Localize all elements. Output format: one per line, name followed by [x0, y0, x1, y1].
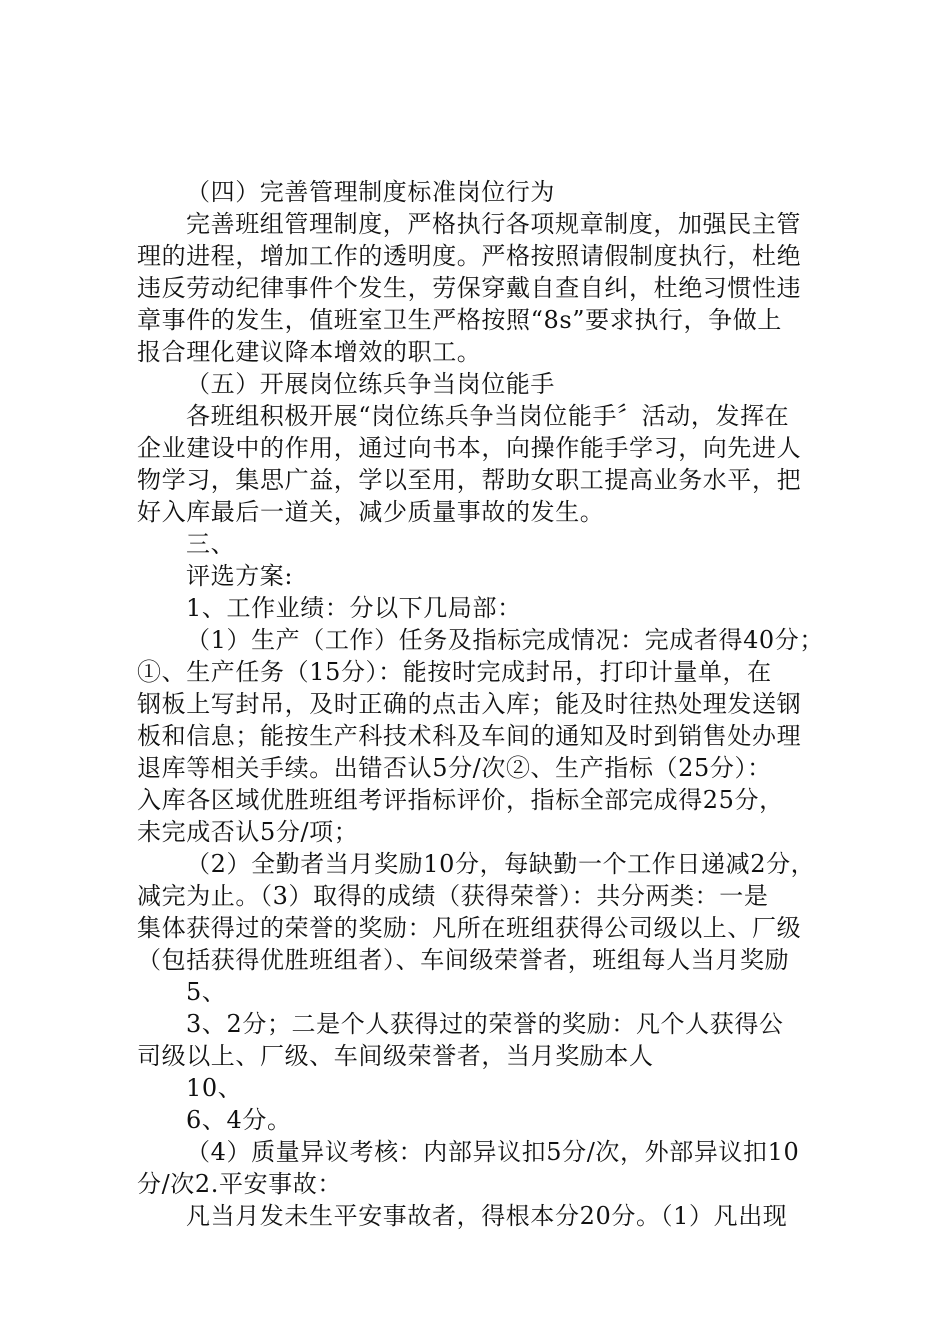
section-heading-4: （四）完善管理制度标准岗位行为 [186, 178, 555, 206]
text-line: 司级以上、厂级、车间级荣誉者，当月奖励本人 [137, 1042, 654, 1070]
text-line: 板和信息；能按生产科技术科及车间的通知及时到销售处办理 [137, 722, 802, 750]
text-line: 企业建设中的作用，通过向书本，向操作能手学习，向先进人 [137, 434, 802, 462]
text-line: 减完为止。（3）取得的成绩（获得荣誉）：共分两类：一是 [137, 882, 769, 910]
text-line: （2）全勤者当月奖励10分，每缺勤一个工作日递减2分， [186, 850, 816, 878]
text-line: 各班组积极开展“岗位练兵争当岗位能手〞活动，发挥在 [186, 402, 790, 430]
text-line: 10、 [186, 1074, 243, 1102]
text-line: （包括获得优胜班组者）、车间级荣誉者，班组每人当月奖励 [137, 946, 790, 974]
text-line: 集体获得过的荣誉的奖励：凡所在班组获得公司级以上、厂级 [137, 914, 802, 942]
text-line: 章事件的发生，值班室卫生严格按照“8s”要求执行，争做上 [137, 306, 782, 334]
section-number-3: 三、 [186, 530, 236, 558]
text-line: 违反劳动纪律事件个发生，劳保穿戴自查自纠，杜绝习惯性违 [137, 274, 802, 302]
text-line: 物学习，集思广益，学以至用，帮助女职工提高业务水平，把 [137, 466, 802, 494]
text-line: 3、2分；二是个人获得过的荣誉的奖励：凡个人获得公 [186, 1010, 784, 1038]
text-line: 凡当月发未生平安事故者，得根本分20分。（1）凡出现 [186, 1202, 788, 1230]
text-line: 6、4分。 [186, 1106, 292, 1134]
text-line: 完善班组管理制度，严格执行各项规章制度，加强民主管 [186, 210, 801, 238]
text-line: 钢板上写封吊，及时正确的点击入库；能及时往热处理发送钢 [137, 690, 802, 718]
text-line: 1、工作业绩：分以下几局部： [186, 594, 522, 622]
text-line: 入库各区域优胜班组考评指标评价，指标全部完成得25分， [137, 786, 784, 814]
text-line: 未完成否认5分/项； [137, 818, 359, 846]
text-line: 理的进程，增加工作的透明度。严格按照请假制度执行，杜绝 [137, 242, 802, 270]
text-line: 退库等相关手续。出错否认5分/次②、生产指标（25分）： [137, 754, 772, 782]
text-line: （1）生产（工作）任务及指标完成情况：完成者得40分； [186, 626, 825, 654]
section-heading-evaluation: 评选方案: [186, 562, 294, 590]
section-heading-5: （五）开展岗位练兵争当岗位能手 [186, 370, 555, 398]
text-line: 5、 [186, 978, 227, 1006]
text-line: 分/次2.平安事故： [137, 1170, 342, 1198]
text-line: 报合理化建议降本增效的职工。 [137, 338, 482, 366]
text-line: 好入库最后一道关，减少质量事故的发生。 [137, 498, 605, 526]
text-line: ①、生产任务（15分）：能按时完成封吊，打印计量单，在 [137, 658, 772, 686]
text-line: （4）质量异议考核：内部异议扣5分/次，外部异议扣10 [186, 1138, 800, 1166]
